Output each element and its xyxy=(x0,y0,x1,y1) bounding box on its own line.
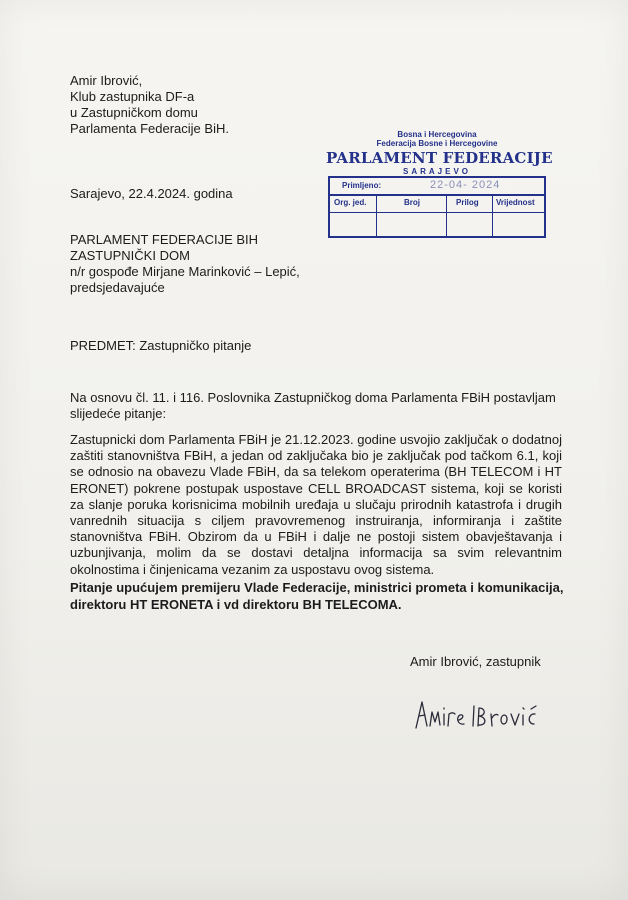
sender-block xyxy=(70,73,229,137)
stamp-col-broj: Broj xyxy=(404,198,420,207)
date-line: Sarajevo, 22.4.2024. godina xyxy=(70,186,233,201)
intro-line-2: slijedeće pitanje: xyxy=(70,406,167,421)
sender-house: u Zastupničkom domu xyxy=(70,105,198,120)
stamp-column-divider xyxy=(492,194,493,236)
sender-name: Amir Ibrović, xyxy=(70,73,143,88)
signature-name: Amir Ibrović, zastupnik xyxy=(410,654,541,669)
recipient-parliament: PARLAMENT FEDERACIJE BIH xyxy=(70,232,259,247)
stamp-column-divider xyxy=(446,194,447,236)
sender-club: Klub zastupnika DF-a xyxy=(70,89,195,104)
stamp-parliament: PARLAMENT FEDERACIJE xyxy=(326,149,553,167)
stamp-received-label: Primljeno: xyxy=(342,181,382,190)
reception-stamp xyxy=(326,130,553,242)
recipient-attention: n/r gospođe Mirjane Marinković – Lepić, xyxy=(70,264,300,279)
stamp-col-vrijednost: Vrijednost xyxy=(496,198,535,207)
stamp-city: SARAJEVO xyxy=(402,167,471,176)
intro-line-1: Na osnovu čl. 11. i 116. Poslovnika Zastupničkog doma Parlamenta FBiH postavljam xyxy=(70,390,556,405)
subject-line: PREDMET: Zastupničko pitanje xyxy=(70,338,252,353)
closing-paragraph: Pitanje upućujem premijeru Vlade Federacije, ministrici prometa i komunikacija, direktoru HT ERONETA i vd direktoru BH TELECOMA. xyxy=(70,580,564,612)
intro-paragraph xyxy=(70,390,556,422)
handwritten-signature xyxy=(412,692,542,736)
stamp-country: Bosna i Hercegovina xyxy=(397,130,477,139)
stamp-col-prilog: Prilog xyxy=(456,198,479,207)
recipient-house: ZASTUPNIČKI DOM xyxy=(70,248,190,263)
stamp-box xyxy=(328,176,546,238)
recipient-role: predsjedavajuće xyxy=(70,280,165,295)
sender-parliament: Parlamenta Federacije BiH. xyxy=(70,121,229,136)
stamp-col-org: Org. jed. xyxy=(334,198,367,207)
body-paragraph: Zastupnicki dom Parlamenta FBiH je 21.12.2023. godine usvojio zaključak o dodatnoj zaštiti stanovništva FBiH, a jedan od zaključaka bio je zaključak pod tačkom 6.1, koji se odnosio na obavezu Vlade FBiH, da sa telekom operaterima (BH TELECOM i HT ERONET) pokrene postupak uspostave CELL BROADCAST sistema, koji se koristi za slanje poruka korisnicima mobilnih uređaja u slučaju prirodnih katastrofa i drugih vanrednih situacija s ciljem pravovremenog instruiranja, informiranja i zaštite stanovništva FBiH. Obzirom da u FBiH i dalje ne postoji sistem obavještavanja i uzbunjivanja, molim da se dostavi detaljna informacija sa svim relevantnim okolnostima i činjenicama vezanim za uspostavu ovog sistema. xyxy=(70,432,562,577)
stamp-column-divider xyxy=(376,194,377,236)
stamp-federation: Federacija Bosne i Hercegovine xyxy=(376,139,498,148)
recipient-block xyxy=(70,232,300,296)
stamp-received-date: 22-04- 2024 xyxy=(430,179,501,191)
